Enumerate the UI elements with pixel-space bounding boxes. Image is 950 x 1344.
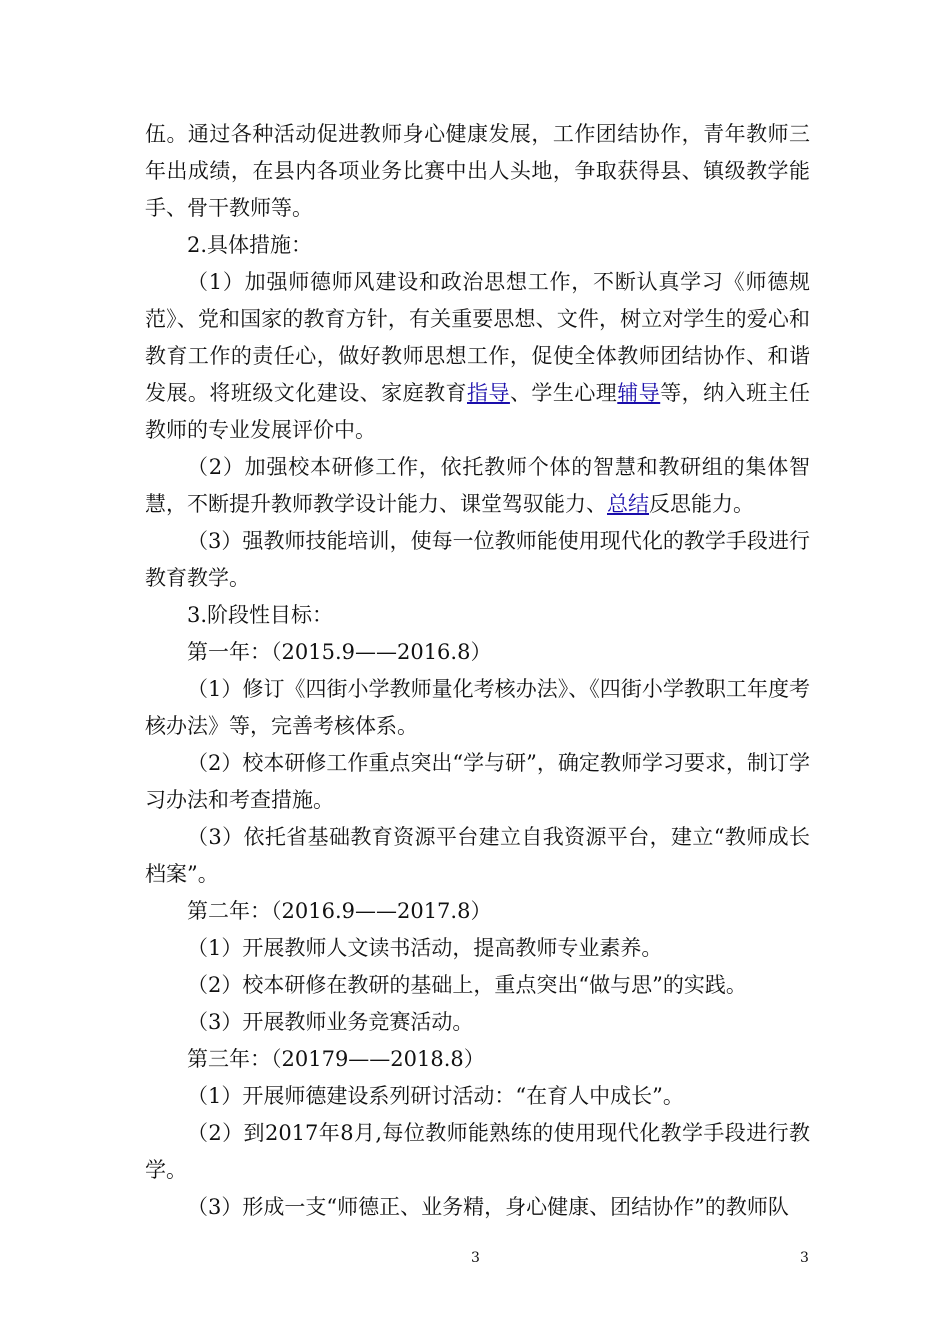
paragraph-text: 反思能力。 — [649, 492, 754, 516]
paragraph: （1）开展教师人文读书活动，提高教师专业素养。 — [187, 936, 663, 960]
link-guidance[interactable]: 指导 — [467, 381, 510, 405]
paragraph: （1）开展师德建设系列研讨活动：“在育人中成长”。 — [187, 1084, 684, 1108]
paragraph — [145, 449, 810, 523]
year-heading: 第一年：（2015.9——2016.8） — [187, 640, 492, 664]
paragraph: 伍。通过各种活动促进教师身心健康发展，工作团结协作，青年教师三年出成绩，在县内各项业务比赛中出人头地，争取获得县、镇级教学能手、骨干教师等。 — [145, 122, 810, 220]
paragraph: （3）开展教师业务竞赛活动。 — [187, 1010, 474, 1034]
section-heading: 3.阶段性目标： — [187, 603, 334, 627]
paragraph: （1）修订《四街小学教师量化考核办法》、《四街小学教职工年度考核办法》等，完善考核体系。 — [145, 677, 810, 738]
link-counseling[interactable]: 辅导 — [617, 381, 661, 405]
year-heading: 第三年：（20179——2018.8） — [187, 1047, 485, 1071]
paragraph: （2）校本研修在教研的基础上，重点突出“做与思”的实践。 — [187, 973, 747, 997]
paragraph: （3）依托省基础教育资源平台建立自我资源平台，建立“教师成长档案”。 — [145, 825, 810, 886]
paragraph: （2）校本研修工作重点突出“学与研”，确定教师学习要求，制订学习办法和考查措施。 — [145, 751, 810, 812]
section-heading: 2.具体措施： — [187, 233, 313, 257]
document-body — [145, 116, 810, 1226]
paragraph-text: 等，纳入班主任教师的专业发展评价中。 — [145, 381, 811, 442]
paragraph — [145, 264, 810, 449]
paragraph: （3）形成一支“师德正、业务精，身心健康、团结协作”的教师队 — [187, 1195, 789, 1219]
paragraph: （2）到2017年8月,每位教师能熟练的使用现代化教学手段进行教学。 — [145, 1121, 810, 1182]
year-heading: 第二年：（2016.9——2017.8） — [187, 899, 492, 923]
paragraph-text: 、学生心理 — [509, 381, 618, 405]
paragraph: （3）强教师技能培训，使每一位教师能使用现代化的教学手段进行教育教学。 — [145, 529, 810, 590]
link-summary[interactable]: 总结 — [607, 492, 649, 516]
page-number-right: 3 — [800, 1250, 809, 1266]
page-number-center: 3 — [471, 1250, 480, 1266]
paragraph-text: （1）加强师德师风建设和政治思想工作，不断认真学习《师德规范》、党和国家的教育方针，有关重要思想、文件，树立对学生的爱心和教育工作的责任心，做好教师思想工作，促使全体教师团结协作、和谐发展。将班级文化建设、家庭教育 — [145, 270, 810, 405]
paragraph-text: （2）加强校本研修工作，依托教师个体的智慧和教研组的集体智慧，不断提升教师教学设计能力、课堂驾驭能力、 — [145, 455, 810, 516]
